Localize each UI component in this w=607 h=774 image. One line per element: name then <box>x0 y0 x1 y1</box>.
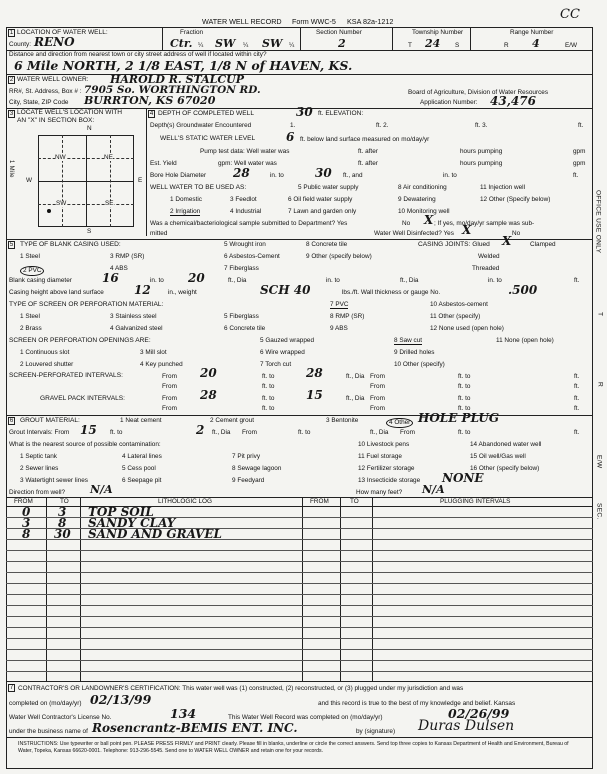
form-number: Form WWC-5 <box>292 17 336 26</box>
gpi-from-label: From <box>162 395 177 402</box>
contam-option[interactable]: 5 Cess pool <box>122 465 156 472</box>
log-col-rule <box>340 498 341 681</box>
fraction-sw-1[interactable]: SW <box>215 37 236 50</box>
grout-material[interactable]: 2 Cement grout <box>210 417 255 424</box>
well-location-dot <box>47 209 51 213</box>
groundwater-3: ft. 3. <box>475 122 488 129</box>
fraction-center[interactable]: Ctr. <box>170 37 193 50</box>
screen-type[interactable]: 5 Fiberglass <box>224 313 259 320</box>
spi-ft-from: ft., Dia <box>346 373 365 380</box>
log-from-cell[interactable]: 0 <box>22 505 31 519</box>
log-row-rule <box>6 550 593 551</box>
grout-ft-to: ft. to <box>110 429 123 436</box>
gpi-from-2: From <box>370 395 385 402</box>
section-box-dash <box>110 135 111 227</box>
contam-option[interactable]: 13 Insecticide storage <box>358 477 421 484</box>
yield-hours: hours pumping <box>460 160 503 167</box>
log-to-cell[interactable]: 8 <box>58 516 67 530</box>
use-option-irrigation-selected[interactable]: 2 Irrigation <box>170 208 201 215</box>
spi-from-value[interactable]: 20 <box>200 366 217 380</box>
spi-ft: ft. <box>574 373 580 380</box>
pump-gpm: gpm <box>573 148 586 155</box>
application-label: Application Number: <box>420 99 478 106</box>
fraction-label: Fraction <box>180 29 204 36</box>
log-col-rule <box>46 498 47 681</box>
contam-option[interactable]: 12 Fertilizer storage <box>358 465 415 472</box>
bore-label: Bore Hole Diameter <box>150 172 207 179</box>
spi-ft-to-2: ft. to <box>458 373 471 380</box>
east-label: E <box>138 177 143 184</box>
section-2-number: 2 <box>9 77 14 83</box>
spi-ft-to: ft. to <box>262 373 275 380</box>
contam-option[interactable]: 11 Fuel storage <box>358 453 402 460</box>
direction-value[interactable]: N/A <box>90 483 113 496</box>
log-desc-cell[interactable]: SAND AND GRAVEL <box>88 527 222 541</box>
contam-option[interactable]: 3 Watertight sewer lines <box>20 477 88 484</box>
yield-gpm-2: gpm <box>573 160 586 167</box>
joints-mark[interactable]: X <box>502 234 512 248</box>
chem-label: Was a chemical/bacteriological sample submitted to Department? Yes <box>150 220 348 227</box>
blank-in-to: in. to <box>326 277 340 284</box>
section-3-number: 3 <box>9 111 14 117</box>
form-title: WATER WELL RECORD <box>202 17 282 26</box>
grout-from-value[interactable]: 15 <box>80 423 97 437</box>
screen-type[interactable]: 12 None used (open hole) <box>430 325 504 332</box>
contam-option[interactable]: 8 Sewage lagoon <box>232 465 282 472</box>
log-col-rule <box>302 498 303 681</box>
log-row-rule <box>6 649 593 650</box>
log-to-cell[interactable]: 3 <box>58 505 67 519</box>
business-label: under the business name of <box>9 728 88 735</box>
grout-ft-from: ft., Dia <box>212 429 231 436</box>
section-5-number: 5 <box>9 242 14 248</box>
owner-value[interactable]: HAROLD R. STALCUP <box>110 73 244 86</box>
north-label: N <box>87 125 92 132</box>
side-t-label: T <box>596 312 604 317</box>
log-col-rule <box>80 498 81 681</box>
log-header-plugging: PLUGGING INTERVALS <box>440 498 511 505</box>
section-box-dash <box>62 135 63 227</box>
joints-clamped[interactable]: Clamped <box>530 241 556 248</box>
log-from-cell[interactable]: 8 <box>22 527 31 541</box>
chem-no: No <box>402 220 411 227</box>
true-record-text: and this record is true to the best of my knowledge and belief. Kansas <box>318 700 516 707</box>
signature-value[interactable]: Duras Dulsen <box>418 718 515 734</box>
log-from-cell[interactable]: 3 <box>22 516 31 530</box>
casing-type[interactable]: 6 Asbestos-Cement <box>224 253 280 260</box>
quarter-nw: NW <box>55 154 66 161</box>
completed-value[interactable]: 02/13/99 <box>90 692 152 707</box>
joints-welded[interactable]: Welded <box>478 253 500 260</box>
groundwater-2: ft. 2. <box>376 122 389 129</box>
range-label: Range Number <box>510 29 554 36</box>
gpi-from-row2b: From <box>370 405 385 412</box>
spi-ft-to-row2b: ft. to <box>458 383 471 390</box>
section-box-dash <box>38 158 134 159</box>
section-1-number: 1 <box>9 30 14 36</box>
township-value[interactable]: 24 <box>425 37 441 50</box>
blank-in-to-2: in. to <box>488 277 502 284</box>
divider <box>162 28 163 50</box>
spi-ft-row2: ft. <box>574 383 580 390</box>
screen-type[interactable]: 3 Stainless steel <box>110 313 157 320</box>
contam-none-value[interactable]: NONE <box>442 471 484 485</box>
screen-type-pvc-selected[interactable]: 7 PVC <box>330 301 349 308</box>
township-t: T <box>408 42 412 49</box>
use-label: WELL WATER TO BE USED AS: <box>150 184 247 191</box>
feet-label: How many feet? <box>356 489 403 496</box>
distance-label: Distance and direction from nearest town or city street address of well if located within city? <box>9 51 267 58</box>
section-6-number: 6 <box>9 418 14 424</box>
divider <box>6 415 593 416</box>
completed-label: completed on (mo/day/yr) <box>9 700 82 707</box>
gpi-ft: ft. <box>574 395 580 402</box>
groundwater-label: Depth(s) Groundwater Encountered <box>150 122 252 129</box>
disinfect-label: Water Well Disinfected? Yes <box>374 230 454 237</box>
use-option[interactable]: 7 Lawn and garden only <box>288 208 357 215</box>
yield-label: Est. Yield <box>150 160 177 167</box>
use-option[interactable]: 6 Oil field water supply <box>288 196 353 203</box>
opening-type[interactable]: 2 Louvered shutter <box>20 361 74 368</box>
use-option[interactable]: 10 Monitoring well <box>398 208 450 215</box>
screen-type[interactable]: 4 Galvanized steel <box>110 325 163 332</box>
grout-other-value[interactable]: HOLE PLUG <box>418 411 500 425</box>
south-label: S <box>87 228 92 235</box>
section-7-number: 7 <box>9 685 14 691</box>
bore-in: in. to <box>270 172 284 179</box>
screen-type[interactable]: 2 Brass <box>20 325 42 332</box>
divider <box>6 74 593 75</box>
address-label: RR#, St. Address, Box # : <box>9 88 82 95</box>
feet-value[interactable]: N/A <box>422 483 445 496</box>
certification-text: CONTRACTOR'S OR LANDOWNER'S CERTIFICATION: This water well was (1) constructed, (2) reconstructed, or (3) plugged under my jurisdiction and was <box>18 685 464 692</box>
log-row-rule <box>6 605 593 606</box>
opening-type[interactable]: 7 Torch cut <box>260 361 292 368</box>
use-option[interactable]: 12 Other (Specify below) <box>480 196 551 203</box>
bore-value[interactable]: 28 <box>233 166 250 180</box>
board-label: Board of Agriculture, Division of Water Resources <box>408 89 549 96</box>
depth-label: DEPTH OF COMPLETED WELL <box>158 110 254 117</box>
static-value[interactable]: 6 <box>286 130 295 144</box>
casing-type[interactable]: 7 Fiberglass <box>224 265 259 272</box>
grout-interval-label: Grout Intervals: From <box>9 429 70 436</box>
divider <box>6 737 593 738</box>
blank-ft-dia: ft., Dia <box>400 277 419 284</box>
opening-type[interactable]: 1 Continuous slot <box>20 349 70 356</box>
side-sec-label: SEC. <box>595 503 603 520</box>
log-row-rule <box>6 660 593 661</box>
spi-label: SCREEN-PERFORATED INTERVALS: <box>9 372 123 379</box>
contam-option[interactable]: 6 Seepage pit <box>122 477 162 484</box>
corner-mark: CC <box>560 7 580 22</box>
instructions-text: INSTRUCTIONS: Use typewriter or ball point pen. PLEASE PRESS FIRMLY and PRINT clearly. Please fill in blanks, underline or circle the correct answers. Send top three copies to Kansas Department of Health and Environment, Bureau of Water, Topeka, Kansas 66620-0001. Telephone: 913-296-5545. Send one to WATER WELL OWNER and retain one for your records. <box>18 741 569 754</box>
screen-type[interactable]: 6 Concrete tile <box>224 325 266 332</box>
log-header-to: TO <box>60 498 69 505</box>
screen-type[interactable]: 10 Asbestos-cement <box>430 301 488 308</box>
distance-value[interactable]: 6 Mile NORTH, 2 1/8 EAST, 1/8 N of HAVEN, KS. <box>14 58 353 73</box>
gpi-ft-row2: ft. <box>574 405 580 412</box>
screen-type[interactable]: 11 Other (specify) <box>430 313 481 320</box>
blank-dia: ft., Dia <box>228 277 247 284</box>
joints-label: CASING JOINTS: Glued <box>418 241 490 248</box>
section-4-number: 4 <box>149 111 154 117</box>
grout-ft-from-2: ft., Dia <box>370 429 389 436</box>
log-desc-cell[interactable]: SANDY CLAY <box>88 516 176 530</box>
quarter-se: SE <box>105 200 114 207</box>
quarter-mark: ¼ <box>289 42 295 49</box>
bore-ft-2: ft. <box>573 172 579 179</box>
use-option[interactable]: 4 Industrial <box>230 208 262 215</box>
casing-heading: TYPE OF BLANK CASING USED: <box>20 241 121 248</box>
gpi-ft-to-row2: ft. to <box>262 405 275 412</box>
grout-heading: GROUT MATERIAL: <box>20 417 80 424</box>
log-row-rule <box>6 561 593 562</box>
grout-from-2: From <box>242 429 257 436</box>
height-value[interactable]: 12 <box>134 283 151 297</box>
log-row-rule <box>6 583 593 584</box>
log-row-rule <box>6 594 593 595</box>
static-label: WELL'S STATIC WATER LEVEL <box>160 135 256 142</box>
side-ew-label: E/W <box>595 455 603 469</box>
contam-option[interactable]: 15 Oil well/Gas well <box>470 453 526 460</box>
blank-diameter-value[interactable]: 16 <box>102 271 119 285</box>
ksa-reference: KSA 82a-1212 <box>347 17 394 26</box>
mitted-label: mitted <box>150 230 168 237</box>
pump-label: Pump test data: Well water was <box>200 148 290 155</box>
height-label: Casing height above land surface <box>9 289 104 296</box>
yield-gpm: gpm: Well water was <box>218 160 277 167</box>
log-row-rule <box>6 638 593 639</box>
business-value[interactable]: Rosencrantz-BEMIS ENT. INC. <box>92 721 298 735</box>
contam-option[interactable]: 16 Other (specify below) <box>470 465 540 472</box>
range-value[interactable]: 4 <box>532 37 540 50</box>
license-label: Water Well Contractor's License No. <box>9 714 112 721</box>
chem-no-mark[interactable]: X <box>424 213 434 227</box>
chem-rest: ; If yes, mo/day/yr sample was sub- <box>434 220 535 227</box>
quarter-ne: NE <box>104 154 113 161</box>
city-label: City, State, ZIP Code <box>9 99 69 106</box>
section-number-label: Section Number <box>316 29 362 36</box>
gpi-to-value[interactable]: 15 <box>306 388 323 402</box>
gpi-ft-to-row2b: ft. to <box>458 405 471 412</box>
bore-ft: ft., and <box>343 172 363 179</box>
pump-hours: hours pumping <box>460 148 503 155</box>
blank-ft: ft. <box>574 277 580 284</box>
log-row-rule <box>6 627 593 628</box>
height-weight-label: in., weight <box>168 289 197 296</box>
log-header-from-2: FROM <box>310 498 329 505</box>
county-label: County: <box>9 41 32 48</box>
contam-option[interactable]: 4 Lateral lines <box>122 453 162 460</box>
range-ew: E/W <box>565 42 578 49</box>
divider <box>146 108 147 236</box>
direction-label: Direction from well? <box>9 489 66 496</box>
section-number-value[interactable]: 2 <box>338 37 346 50</box>
casing-type[interactable]: 9 Other (specify below) <box>306 253 372 260</box>
mile-label: 1 Mile <box>8 160 14 178</box>
opening-type[interactable]: 10 Other (specify) <box>394 361 445 368</box>
side-r-label: R <box>596 382 604 388</box>
log-desc-cell[interactable]: TOP SOIL <box>88 505 154 519</box>
opening-type-saw-cut-selected[interactable]: 8 Saw cut <box>394 337 423 344</box>
contam-option[interactable]: 14 Abandoned water well <box>470 441 542 448</box>
groundwater-ft: ft. <box>578 122 584 129</box>
log-row-rule <box>6 616 593 617</box>
elevation-label: ft. ELEVATION: <box>318 110 364 117</box>
use-option[interactable]: 3 Feedlot <box>230 196 257 203</box>
bore-in-2: in. to <box>443 172 457 179</box>
log-row-rule <box>6 671 593 672</box>
weight-value[interactable]: SCH 40 <box>260 283 311 297</box>
casing-type[interactable]: 4 ABS <box>110 265 128 272</box>
spi-from-2: From <box>370 373 385 380</box>
record-completed-label: This Water Well Record was completed on (mo/day/yr) <box>228 714 383 721</box>
casing-type[interactable]: 8 Concrete tile <box>306 241 348 248</box>
locate-heading: LOCATE WELL'S LOCATION WITH <box>17 109 123 116</box>
log-row-rule <box>6 572 593 573</box>
grout-material[interactable]: 1 Neat cement <box>120 417 162 424</box>
contam-option[interactable]: 9 Feedyard <box>232 477 265 484</box>
disinfect-no: No <box>512 230 521 237</box>
gpi-ft-to: ft. to <box>262 395 275 402</box>
depth-value[interactable]: 30 <box>296 105 313 119</box>
log-header-to-2: TO <box>350 498 359 505</box>
use-option[interactable]: 9 Dewatering <box>398 196 436 203</box>
pump-after: ft. after <box>358 148 378 155</box>
grout-material-other-selected[interactable]: 4 Other <box>386 418 413 428</box>
location-heading: LOCATION OF WATER WELL: <box>17 29 108 36</box>
contam-option[interactable]: 2 Sewer lines <box>20 465 59 472</box>
signature-label: by (signature) <box>356 728 396 735</box>
divider <box>392 28 393 50</box>
opening-type[interactable]: 3 Mill slot <box>140 349 167 356</box>
contam-option[interactable]: 10 Livestock pens <box>358 441 410 448</box>
joints-threaded[interactable]: Threaded <box>472 265 500 272</box>
contamination-label: What is the nearest source of possible contamination: <box>9 441 161 448</box>
casing-type-pvc-selected[interactable]: 2 PVC <box>20 266 44 276</box>
opening-type[interactable]: 4 Key punched <box>140 361 183 368</box>
gpi-from-value[interactable]: 28 <box>200 388 217 402</box>
quarter-mark: ¼ <box>198 42 204 49</box>
spi-ft-to-row2: ft. to <box>262 383 275 390</box>
use-option[interactable]: 1 Domestic <box>170 196 202 203</box>
quarter-mark: ¼ <box>243 42 249 49</box>
screen-heading: TYPE OF SCREEN OR PERFORATION MATERIAL: <box>9 301 164 308</box>
township-s: S <box>455 42 460 49</box>
casing-type[interactable]: 5 Wrought iron <box>224 241 266 248</box>
use-option[interactable]: 8 Air conditioning <box>398 184 447 191</box>
opening-type[interactable]: 9 Drilled holes <box>394 349 435 356</box>
spi-from-label: From <box>162 373 177 380</box>
address-value[interactable]: 7905 So. WORTHINGTON RD. <box>84 84 261 96</box>
casing-type[interactable]: 1 Steel <box>20 253 40 260</box>
office-use-label: OFFICE USE ONLY <box>594 190 602 254</box>
county-value[interactable]: RENO <box>34 35 75 49</box>
range-r: R <box>504 42 509 49</box>
gpi-ft-from: ft., Dia <box>346 395 365 402</box>
yield-after: ft. after <box>358 160 378 167</box>
fraction-sw-2[interactable]: SW <box>262 37 283 50</box>
disinfect-mark[interactable]: X <box>462 223 472 237</box>
application-value[interactable]: 43,476 <box>490 94 536 108</box>
divider <box>300 28 301 50</box>
blank-to-value[interactable]: 20 <box>188 271 205 285</box>
spi-to-value[interactable]: 28 <box>306 366 323 380</box>
use-option[interactable]: 11 Injection well <box>480 184 525 191</box>
log-to-cell[interactable]: 30 <box>54 527 71 541</box>
city-value[interactable]: BURRTON, KS 67020 <box>84 94 216 107</box>
grout-from-3: From <box>400 429 415 436</box>
grout-to-value[interactable]: 2 <box>196 423 205 437</box>
gauge-value[interactable]: .500 <box>508 283 538 297</box>
record-completed-value[interactable]: 02/26/99 <box>448 706 510 721</box>
screen-type[interactable]: 1 Steel <box>20 313 40 320</box>
spi-from-row2b: From <box>370 383 385 390</box>
groundwater-1: 1. <box>290 122 296 129</box>
use-option[interactable]: 5 Public water supply <box>298 184 359 191</box>
opening-type[interactable]: 6 Wire wrapped <box>260 349 305 356</box>
grout-ft: ft. <box>574 429 580 436</box>
locate-heading-2: AN "X" IN SECTION BOX: <box>17 117 95 124</box>
township-label: Township Number <box>412 29 464 36</box>
blank-in: in. to <box>150 277 164 284</box>
screen-type[interactable]: 8 RMP (SR) <box>330 313 365 320</box>
owner-heading: WATER WELL OWNER: <box>17 76 89 83</box>
log-header-lithologic: LITHOLOGIC LOG <box>158 498 212 505</box>
weight-rest: lbs./ft. Wall thickness or gauge No. <box>342 289 441 296</box>
quarter-sw: SW <box>56 200 67 207</box>
grout-material[interactable]: 3 Bentonite <box>326 417 359 424</box>
blank-diameter-label: Blank casing diameter <box>9 277 72 284</box>
contam-option[interactable]: 7 Pit privy <box>232 453 261 460</box>
bore-to-value[interactable]: 30 <box>315 166 332 180</box>
static-rest: ft. below land surface measured on mo/day/yr <box>300 136 430 143</box>
opening-type[interactable]: 5 Gauzed wrapped <box>260 337 315 344</box>
grout-ft-to-2: ft. to <box>298 429 311 436</box>
gpi-label: GRAVEL PACK INTERVALS: <box>40 395 126 402</box>
grout-ft-to-3: ft. to <box>458 429 471 436</box>
screen-type[interactable]: 9 ABS <box>330 325 348 332</box>
contam-option[interactable]: 1 Septic tank <box>20 453 57 460</box>
log-col-rule <box>372 498 373 681</box>
section-box-dash <box>38 204 134 205</box>
divider <box>470 28 471 50</box>
gpi-from-row2: From <box>162 405 177 412</box>
license-value[interactable]: 134 <box>170 706 197 721</box>
section-box-vline <box>86 135 87 227</box>
west-label: W <box>26 177 33 184</box>
casing-type[interactable]: 3 RMP (SR) <box>110 253 145 260</box>
divider <box>6 681 593 682</box>
log-header-from: FROM <box>14 498 33 505</box>
openings-heading: SCREEN OR PERFORATION OPENINGS ARE: <box>9 337 151 344</box>
gpi-ft-to-2: ft. to <box>458 395 471 402</box>
spi-from-row2: From <box>162 383 177 390</box>
opening-type[interactable]: 11 None (open hole) <box>496 337 554 344</box>
